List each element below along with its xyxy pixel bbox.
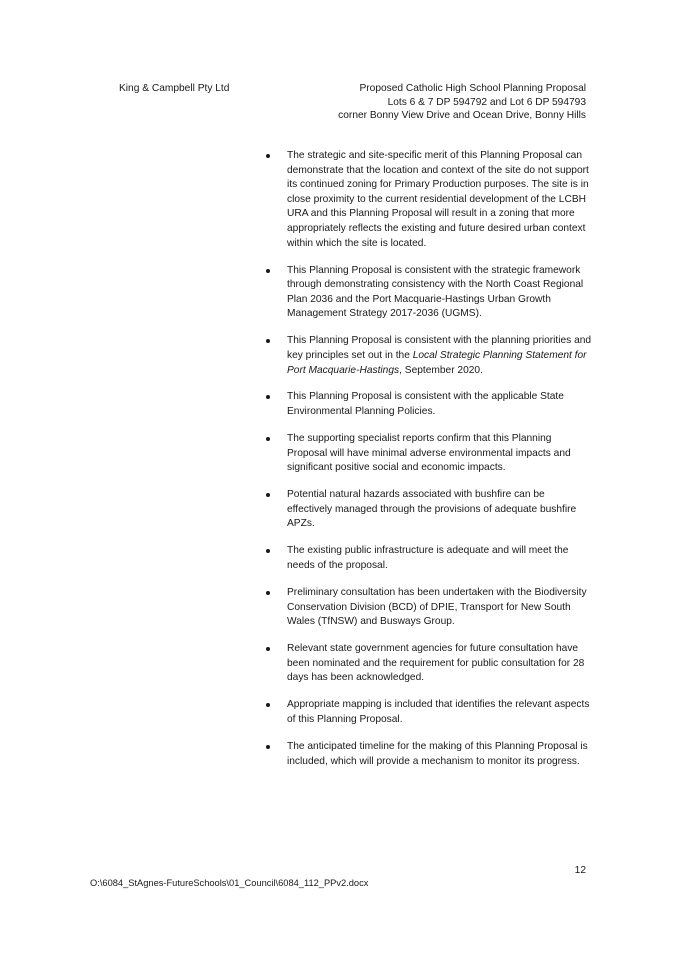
list-item-text-before: This Planning Proposal is consistent with the planning priorities and key principles set out in the xyxy=(287,335,592,361)
list-item-text: The anticipated timeline for the making of this Planning Proposal is included, which will provide a mechanism to monitor its progress. xyxy=(287,740,588,767)
bullet-icon xyxy=(266,437,270,441)
list-item-text: This Planning Proposal is consistent with the strategic framework through demonstrating consistency with the North Coast Regional Plan 2036 and the Port Macquarie-Hastings Urban Growth Management Strategy 2017-2036 (UGMS). xyxy=(287,264,584,320)
bullet-icon xyxy=(266,549,270,553)
bullet-icon xyxy=(266,591,270,595)
bullet-icon xyxy=(266,647,270,651)
list-item xyxy=(262,149,592,251)
list-item-text: The supporting specialist reports confirm that this Planning Proposal will have minimal adverse environmental impacts and significant positive social and economic impacts. xyxy=(287,433,571,474)
list-item-text: Potential natural hazards associated with bushfire can be effectively managed through the provisions of adequate bushfire APZs. xyxy=(287,489,577,530)
list-item xyxy=(262,642,592,686)
list-item xyxy=(262,488,592,532)
page-number: 12 xyxy=(574,865,586,876)
list-item-text: The strategic and site-specific merit of this Planning Proposal can demonstrate that the location and context of the site do not support its continued zoning for Primary Production purposes. The site is in close proximity to the current residential development of the LCBH URA and this Planning Proposal will result in a zoning that more appropriately reflects the existing and future desired urban context within which the site is located. xyxy=(287,150,589,249)
list-item-text-after: , September 2020. xyxy=(399,364,483,376)
bullet-icon xyxy=(266,154,270,158)
document-title-italic: Local Strategic Planning Statement for Port Macquarie-Hastings xyxy=(287,349,587,376)
list-item xyxy=(262,264,592,322)
list-item-text: This Planning Proposal is consistent with the applicable State Environmental Planning Policies. xyxy=(287,391,564,418)
bullet-icon xyxy=(266,395,270,399)
bullet-icon xyxy=(266,703,270,707)
list-item-text: The existing public infrastructure is adequate and will meet the needs of the proposal. xyxy=(287,545,569,571)
list-item-text: Appropriate mapping is included that identifies the relevant aspects of this Planning Proposal. xyxy=(287,699,590,725)
header-line-location: corner Bonny View Drive and Ocean Drive, Bonny Hills xyxy=(338,110,586,122)
list-item-text: Relevant state government agencies for future consultation have been nominated and the requirement for public consultation for 28 days has been acknowledged. xyxy=(287,643,585,684)
list-item xyxy=(262,390,592,419)
list-item xyxy=(262,544,592,573)
list-item xyxy=(262,334,592,378)
bullet-icon xyxy=(266,269,270,273)
bullet-icon xyxy=(266,339,270,343)
list-item-text: Preliminary consultation has been undertaken with the Biodiversity Conservation Division (BCD) of DPIE, Transport for New South Wales (TfNSW) and Busways Group. xyxy=(287,586,587,628)
list-item xyxy=(262,432,592,476)
header-line-lots: Lots 6 & 7 DP 594792 and Lot 6 DP 594793 xyxy=(387,96,586,108)
bullet-icon xyxy=(266,493,270,497)
list-item xyxy=(262,740,592,769)
list-item xyxy=(262,586,592,630)
bullet-icon xyxy=(266,745,270,749)
header-project-info xyxy=(338,82,586,123)
header-line-title: Proposed Catholic High School Planning Proposal xyxy=(359,83,586,94)
footer-file-path: O:\6084_StAgnes-FutureSchools\01_Council\6084_112_PPv2.docx xyxy=(90,878,369,888)
list-item xyxy=(262,698,592,727)
header-company: King & Campbell Pty Ltd xyxy=(119,83,230,94)
bullet-list xyxy=(262,149,592,781)
